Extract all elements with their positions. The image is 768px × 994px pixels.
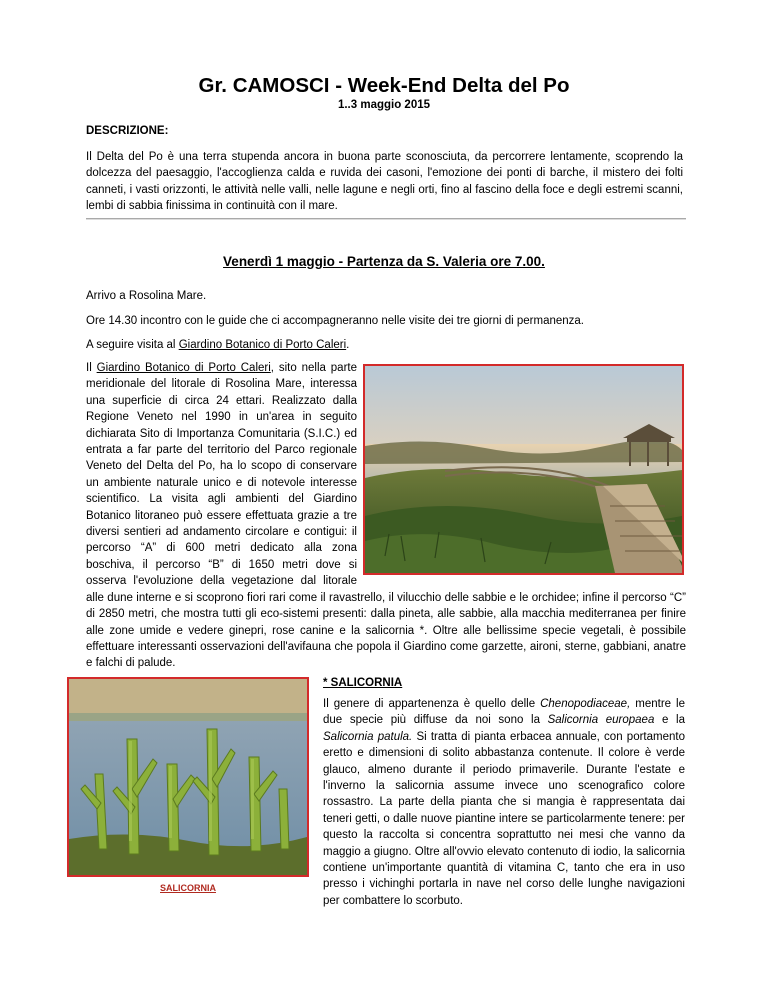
- trip-dates: 1..3 maggio 2015: [337, 99, 431, 111]
- salicornia-photo-frame: [67, 677, 311, 893]
- visit-text: A seguire visita al Giardino Botanico di Porto Caleri.: [86, 339, 350, 351]
- boardwalk-photo: [363, 364, 684, 575]
- garden-link[interactable]: Giardino Botanico di Porto Caleri: [178, 339, 347, 351]
- garden-name-link[interactable]: Giardino Botanico di Porto Caleri: [96, 362, 271, 374]
- description-heading: DESCRIZIONE:: [86, 125, 169, 137]
- salicornia-caption: SALICORNIA: [160, 883, 216, 893]
- boardwalk-photo-frame: [363, 364, 686, 577]
- salicornia-image: [69, 679, 307, 875]
- salicornia-heading: * SALICORNIA: [323, 677, 403, 689]
- garden-text: Il Giardino Botanico di Porto Caleri, sito nella parte meridionale del litorale di Rosolina Mare, interessa una superficie di circa 24 ettari. Realizzato dalla Regione Veneto nel 1990 in un'area in seguito dichiarata Sito di Importanza Comunitaria (S.I.C.) ed entrata a far parte del territorio del Parco regionale Veneto del Delta del Po, ha lo scopo di conservare un ambiente naturale unico e di notevole interesse scientifico. La visita agli ambienti del Giardino Botanico litoraneo può essere effettuata grazie a tre diversi sentieri ad andamento circolare e contigui: il percorso “A” di 600 metri dedicato alla zona boschiva, il percorso “B” di 1650 metri dove si osserva l'evoluzione della vegetazione dal litorale alle dune interne e si scoprono fiori rari come il ravastrello, il vilucchio delle sabbie e le orchidee; infine il percorso “C” di 2850 metri, che mostra tutti gli eco-sistemi presenti: dalla pineta, alle sabbie, alla macchia mediterranea per finire alle zone umide e vedere ginepri, rose canine e la salicornia *. Oltre alle bellissime specie vegetali, è possibile effettuare interessanti osservazioni dell'avifauna che popola il Giardino come garzette, aironi, sterne, gabbiani, anatre e falchi di palude.: [86, 362, 686, 670]
- arrival-text: Arrivo a Rosolina Mare.: [86, 290, 207, 302]
- garden-section: [86, 360, 686, 672]
- day1-heading: Venerdì 1 maggio - Partenza da S. Valeria ore 7.00.: [223, 254, 545, 269]
- page-title: Gr. CAMOSCI - Week-End Delta del Po: [198, 74, 570, 97]
- meeting-text: Ore 14.30 incontro con le guide che ci accompagneranno nelle visite dei tre giorni di permanenza.: [86, 315, 584, 327]
- salicornia-text: Il genere di appartenenza è quello delle Chenopodiaceae, mentre le due specie più diffuse da noi sono la Salicornia europaea e la Salicornia patula. Si tratta di pianta erbacea annuale, con portamento eretto e dimensioni di solito abbastanza contenute. Il colore è verde glauco, almeno durante il periodo primaverile. Durante l'estate e l'inverno la salicornia assume invece uno scenografico colore rossastro. La parte della pianta che si mangia è rappresentata dai teneri getti, o dalle nuove piantine intere se particolarmente tenere: per questo la raccolta si concentra soprattutto nei mesi che vanno da maggio a giugno. Oltre all'ovvio elevato contenuto di iodio, la salicornia contiene un'importante quantità di vitamina C, tanto che era in uso presso i vichinghi portarla in nave nel corso delle lunghe navigazioni per combattere lo scorbuto.: [323, 698, 685, 907]
- description-text: Il Delta del Po è una terra stupenda ancora in buona parte sconosciuta, da percorrere lentamente, scoprendo la dolcezza del paesaggio, l'accoglienza calda e ruvida dei casoni, l'emozione dei ponti di barche, il mistero dei folti canneti, i vasti orizzonti, le attività nelle valli, nelle lagune e negli orti, fino al fascino della foce e degli estremi scanni, lembi di sabbia finissima in continuità con il mare.: [86, 151, 683, 213]
- boardwalk-image: [365, 366, 682, 573]
- section-divider: [86, 218, 686, 220]
- salicornia-photo: [67, 677, 309, 877]
